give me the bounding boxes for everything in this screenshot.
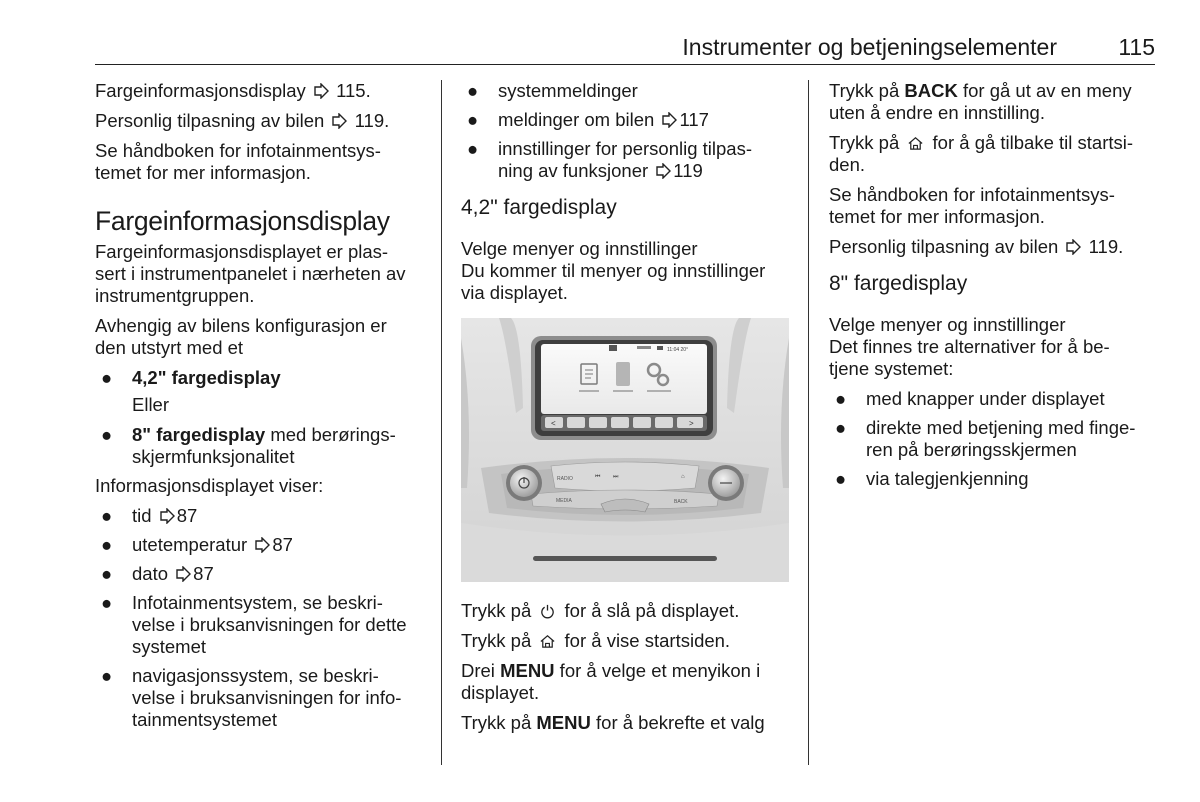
paragraph: Informasjonsdisplayet viser: (95, 475, 324, 496)
keyword: BACK (904, 80, 958, 101)
page-reference-icon (159, 508, 175, 524)
column-divider (808, 80, 809, 765)
reference-page: 119. (354, 110, 390, 131)
instruction (829, 80, 1159, 124)
radio-label: RADIO (557, 476, 573, 482)
paragraph (461, 260, 796, 304)
text-line: temet for mer informasjon. (95, 162, 311, 183)
bullet-icon: ● (101, 592, 113, 613)
bullet-icon: ● (467, 109, 479, 130)
list-item-text: med berørings- (265, 424, 396, 445)
reference-line (95, 110, 430, 132)
reference-line (95, 80, 430, 102)
bullet-icon: ● (835, 388, 847, 409)
list-item (95, 505, 430, 527)
or-text: Eller (132, 394, 170, 415)
text-fragment: for gå ut av en meny (957, 80, 1132, 101)
text-line: via displayet. (461, 282, 568, 303)
keyword: MENU (500, 660, 555, 681)
list-item (95, 592, 430, 658)
list-item (461, 109, 796, 131)
column-right (829, 80, 1159, 497)
text-line: den utstyrt med et (95, 337, 244, 358)
text-fragment: uten å endre en innstilling. (829, 102, 1045, 123)
column-middle (461, 80, 796, 742)
text-fragment: Trykk på (829, 80, 905, 101)
reference-page: 117 (679, 109, 709, 130)
paragraph (95, 140, 430, 184)
list-item-text: med knapper under displayet (866, 388, 1105, 409)
list-item-text: systemet (132, 636, 207, 657)
column-divider (441, 80, 442, 765)
paragraph (829, 336, 1159, 380)
reference-text: Personlig tilpasning av bilen (95, 110, 325, 131)
text-line: temet for mer informasjon. (829, 206, 1045, 227)
bullet-icon: ● (101, 563, 113, 584)
svg-text:⏮: ⏮ (595, 474, 601, 480)
list-item-text: tainmentsystemet (132, 709, 277, 730)
list-item (95, 534, 430, 556)
list-item (461, 138, 796, 182)
option-list (95, 367, 430, 389)
list-item-text: Infotainmentsystem, se beskri- (132, 592, 383, 613)
text-fragment: Drei (461, 660, 501, 681)
list-item-text: utetemperatur (132, 534, 248, 555)
text-line: Fargeinformasjonsdisplayet er plas- (95, 241, 389, 262)
text-line: tjene systemet: (829, 358, 954, 379)
svg-text:⌂: ⌂ (681, 474, 685, 480)
list-item-text: dato (132, 563, 169, 584)
list-item (461, 80, 796, 102)
display-contents-list (95, 505, 430, 731)
subheading: Velge menyer og innstillinger (461, 238, 698, 259)
bullet-icon: ● (467, 80, 479, 101)
list-item (95, 367, 430, 389)
text-fragment: Trykk på (461, 600, 532, 621)
text-fragment: Trykk på (829, 132, 900, 153)
instruction (461, 660, 796, 704)
text-fragment: den. (829, 154, 866, 175)
svg-text:>: > (689, 419, 694, 428)
text-line: Se håndboken for infotainmentsys- (829, 184, 1115, 205)
list-item (829, 388, 1159, 410)
bullet-icon: ● (101, 367, 113, 388)
page-reference-icon (254, 537, 270, 553)
section-heading: 4,2" fargedisplay (461, 196, 617, 219)
text-line: Se håndboken for infotainmentsys- (95, 140, 381, 161)
power-icon (539, 603, 556, 620)
media-label: MEDIA (556, 498, 572, 504)
list-item-text: innstillinger for personlig tilpas- (498, 138, 752, 159)
text-fragment: for å bekrefte et valg (590, 712, 765, 733)
reference-page: 87 (193, 563, 214, 584)
reference-page: 87 (272, 534, 293, 555)
reference-page: 119 (673, 160, 703, 181)
text-line: sert i instrumentpanelet i nærheten av (95, 263, 406, 284)
page-number: 115 (1118, 34, 1155, 60)
bullet-icon: ● (101, 424, 113, 445)
list-item (95, 424, 430, 468)
list-item-text: ning av funksjoner (498, 160, 649, 181)
page-header (95, 30, 1155, 65)
instruction (461, 712, 796, 734)
back-label: BACK (674, 499, 688, 505)
reference-text: Personlig tilpasning av bilen (829, 236, 1059, 257)
list-item-text: velse i bruksanvisningen for dette (132, 614, 407, 635)
list-item-text: tid (132, 505, 152, 526)
bullet-icon: ● (101, 665, 113, 686)
option-list (95, 424, 430, 468)
control-methods-list (829, 388, 1159, 490)
reference-page: 87 (176, 505, 198, 526)
list-item-text: skjermfunksjonalitet (132, 446, 295, 467)
text-line: Det finnes tre alternativer for å be- (829, 336, 1110, 357)
reference-page: 119. (1088, 236, 1124, 257)
instruction (461, 630, 796, 652)
text-line: Avhengig av bilens konfigurasjon er (95, 315, 387, 336)
list-item (95, 563, 430, 585)
text-line: Du kommer til menyer og innstillinger (461, 260, 766, 281)
instruction (461, 600, 796, 622)
screen-clock: 11:04 20° (667, 347, 689, 353)
text-fragment: displayet. (461, 682, 540, 703)
page-reference-icon (655, 163, 671, 179)
text-line: instrumentgruppen. (95, 285, 255, 306)
home-icon (907, 135, 924, 152)
paragraph (95, 315, 430, 359)
keyword: MENU (536, 712, 591, 733)
subheading: Velge menyer og innstillinger (829, 314, 1066, 335)
page-reference-icon (313, 83, 329, 99)
text-fragment: Trykk på (461, 630, 532, 651)
bullet-icon: ● (835, 417, 847, 438)
list-item-text: 4,2" fargedisplay (132, 367, 281, 388)
list-item-text: ren på berøringsskjermen (866, 439, 1077, 460)
text-fragment: Trykk på (461, 712, 537, 733)
header-title: Instrumenter og betjeningselementer (682, 34, 1057, 60)
column-left (95, 80, 430, 738)
bullet-icon: ● (101, 534, 113, 555)
page-reference-icon (331, 113, 347, 129)
page-reference-icon (175, 566, 191, 582)
list-item-text: direkte med betjening med finge- (866, 417, 1136, 438)
text-fragment: for å slå på displayet. (564, 600, 740, 621)
paragraph (95, 241, 430, 307)
text-fragment: for å velge et menyikon i (554, 660, 761, 681)
reference-line (829, 236, 1159, 258)
page-reference-icon (1065, 239, 1081, 255)
instruction (829, 132, 1159, 176)
bullet-icon: ● (835, 468, 847, 489)
list-item-text: systemmeldinger (498, 80, 638, 101)
list-item (95, 665, 430, 731)
list-item (829, 417, 1159, 461)
list-item-text: 8" fargedisplay (132, 424, 266, 445)
text-fragment: for å gå tilbake til startsi- (932, 132, 1134, 153)
reference-page: 115. (336, 80, 371, 101)
text-fragment: for å vise startsiden. (564, 630, 731, 651)
list-item (829, 468, 1159, 490)
list-item-text: velse i bruksanvisningen for info- (132, 687, 402, 708)
svg-text:<: < (551, 419, 556, 428)
display-contents-list (461, 80, 796, 182)
bullet-icon: ● (101, 505, 113, 526)
list-item-text: navigasjonssystem, se beskri- (132, 665, 379, 686)
home-icon (539, 633, 556, 650)
list-item-text: meldinger om bilen (498, 109, 655, 130)
section-heading: Fargeinformasjonsdisplay (95, 206, 390, 236)
page-reference-icon (661, 112, 677, 128)
list-item-text: via talegjenkjenning (866, 468, 1029, 489)
section-heading: 8" fargedisplay (829, 272, 968, 295)
bullet-icon: ● (467, 138, 479, 159)
reference-text: Fargeinformasjonsdisplay (95, 80, 306, 101)
svg-text:⏭: ⏭ (613, 474, 619, 480)
paragraph (829, 184, 1159, 228)
infotainment-panel-illustration (461, 318, 789, 582)
